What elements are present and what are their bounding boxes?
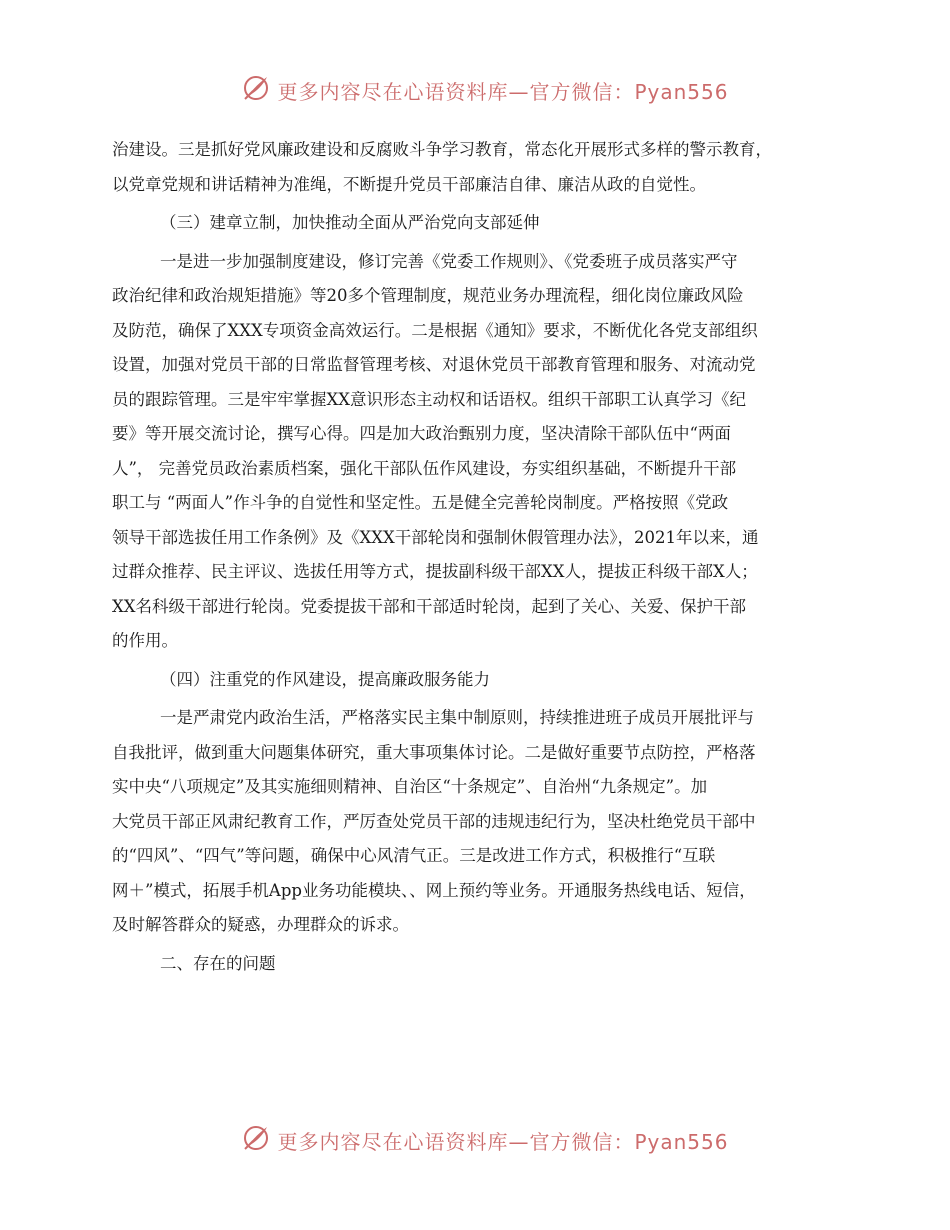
body-line: 设置，加强对党员干部的日常监督管理考核、对退休党员干部教育管理和服务、对流动党 <box>112 355 756 374</box>
body-line: 实中央“八项规定”及其实施细则精神、自治区“十条规定”、自治州“九条规定”。加 <box>112 777 708 796</box>
feather-pen-icon <box>241 1123 277 1157</box>
watermark-header <box>0 70 950 110</box>
watermark-text: 更多内容尽在心语资料库—官方微信：Pyan556 <box>277 79 729 104</box>
body-line: 领导干部选拔任用工作条例》及《XXX干部轮岗和强制休假管理办法》，2021年以来，通 <box>112 527 759 547</box>
body-line: 的“四风”、“四气”等问题，确保中心风清气正。三是改进工作方式，积极推行“互联 <box>112 846 716 865</box>
body-line: 一是进一步加强制度建设，修订完善《党委工作规则》、《党委班子成员落实严守 <box>160 251 738 271</box>
body-line: 大党员干部正风肃纪教育工作，严厉查处党员干部的违规违纪行为，坚决杜绝党员干部中 <box>112 811 756 831</box>
watermark-text: 更多内容尽在心语资料库—官方微信：Pyan556 <box>277 1129 729 1154</box>
body-line: 的作用。 <box>112 631 178 650</box>
section-heading: （四）注重党的作风建设，提高廉政服务能力 <box>160 669 490 689</box>
document-body <box>112 133 847 981</box>
body-line: 及时解答群众的疑惑，办理群众的诉求。 <box>112 915 409 934</box>
section-heading: 二、存在的问题 <box>160 953 276 973</box>
feather-pen-icon <box>241 73 277 107</box>
body-line: 及防范，确保了XXX专项资金高效运行。二是根据《通知》要求，不断优化各党支部组织 <box>112 320 758 340</box>
body-line: 自我批评，做到重大问题集体研究，重大事项集体讨论。二是做好重要节点防控，严格落 <box>112 742 756 762</box>
section-heading: （三）建章立制，加快推动全面从严治党向支部延伸 <box>160 213 540 232</box>
body-line: 人”， 完善党员政治素质档案，强化干部队伍作风建设，夯实组织基础，不断提升干部 <box>112 458 737 478</box>
body-line: XX名科级干部进行轮岗。党委提拔干部和干部适时轮岗，起到了关心、关爱、保护干部 <box>112 596 746 616</box>
body-line: 政治纪律和政治规矩措施》等20多个管理制度，规范业务办理流程，细化岗位廉政风险 <box>112 286 744 305</box>
body-line: 治建设。三是抓好党风廉政建设和反腐败斗争学习教育，常态化开展形式多样的警示教育， <box>112 140 772 159</box>
body-line: 一是严肃党内政治生活，严格落实民主集中制原则，持续推进班子成员开展批评与 <box>160 708 754 727</box>
body-line: 过群众推荐、民主评议、选拔任用等方式，提拔副科级干部XX人，提拔正科级干部X人； <box>112 562 758 581</box>
body-line: 要》等开展交流讨论，撰写心得。四是加大政治甄别力度，坚决清除干部队伍中“两面 <box>112 424 731 443</box>
body-line: 以党章党规和讲话精神为准绳，不断提升党员干部廉洁自律、廉洁从政的自觉性。 <box>112 174 706 194</box>
body-line: 职工与 “两面人”作斗争的自觉性和坚定性。五是健全完善轮岗制度。严格按照《党政 <box>112 493 729 512</box>
body-line: 网＋”模式，拓展手机App业务功能模块、、网上预约等业务。开通服务热线电话、短信， <box>112 880 756 900</box>
watermark-footer <box>0 1120 950 1160</box>
body-line: 员的跟踪管理。三是牢牢掌握XX意识形态主动权和话语权。组织干部职工认真学习《纪 <box>112 389 746 409</box>
